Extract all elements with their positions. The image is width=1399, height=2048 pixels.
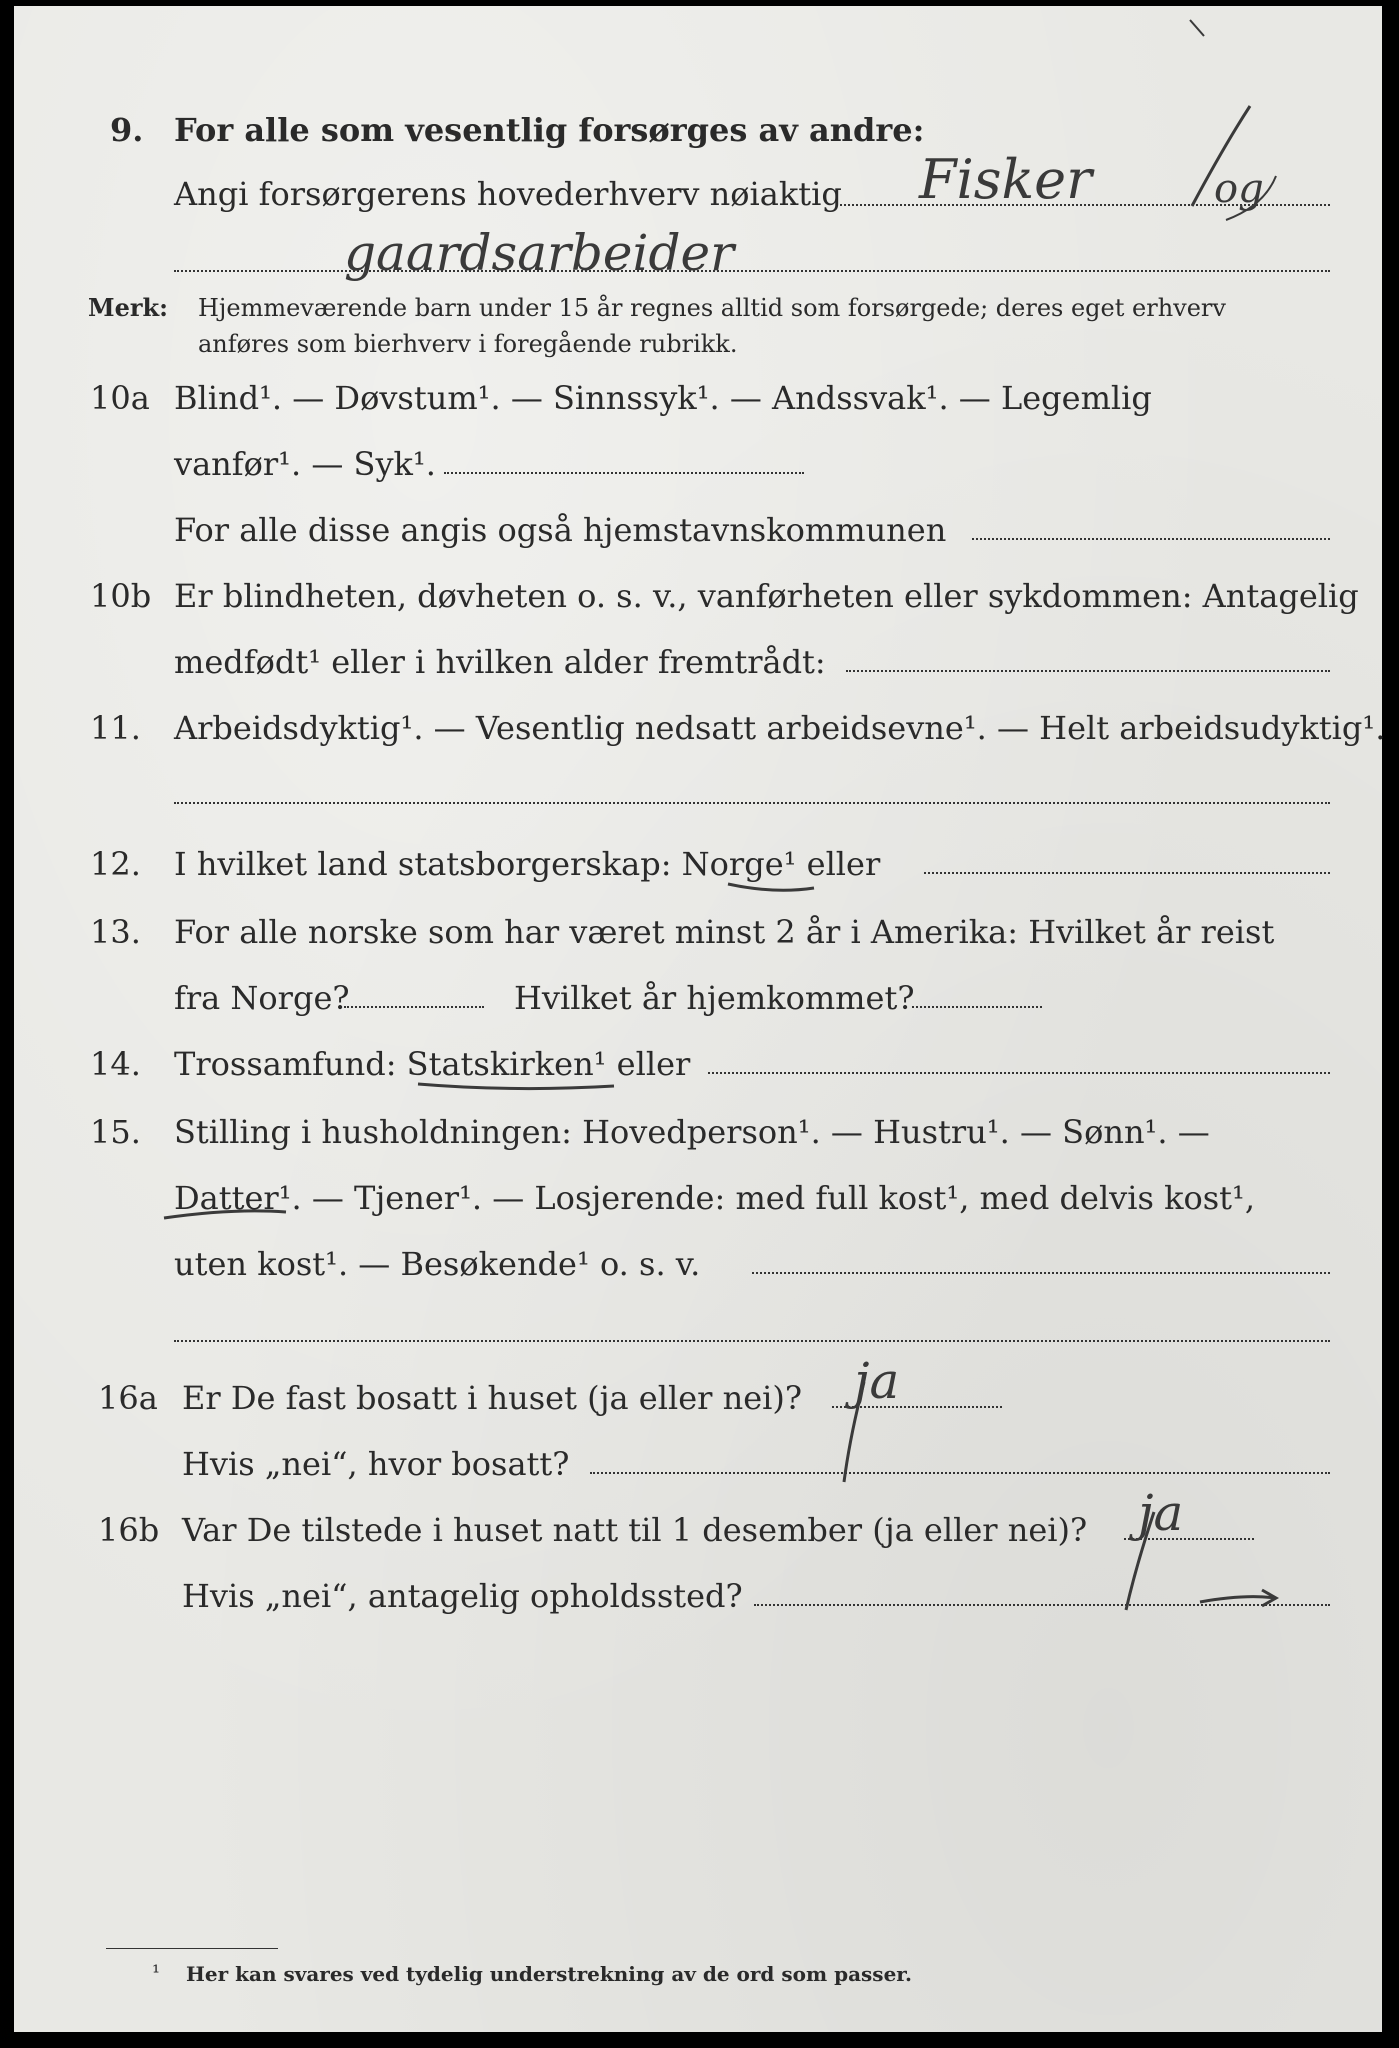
- q9-handwritten-answer-1: Fisker: [919, 148, 1092, 211]
- q16a-answer-stroke: [844, 1382, 864, 1482]
- q9-title: For alle som vesentlig forsørges av andre:: [174, 111, 925, 149]
- q12-line-1: I hvilket land statsborgerskap: Norge¹ eller: [174, 845, 881, 883]
- merk-line-2: anføres som bierhverv i foregående rubrikk.: [198, 330, 738, 358]
- q15-number: 15.: [90, 1113, 141, 1151]
- merk-label: Merk:: [88, 293, 168, 322]
- q15-line-1: Stilling i husholdningen: Hovedperson¹. — Hustru¹. — Sønn¹. —: [174, 1113, 1210, 1151]
- q9-text: Angi forsørgerens hovederhverv nøiaktig: [174, 175, 842, 213]
- q16b-number: 16b: [98, 1511, 160, 1549]
- q13-line-1: For alle norske som har været minst 2 år i Amerika: Hvilket år reist: [174, 913, 1275, 951]
- q9-handwritten-answer-2: gaardsarbeider: [344, 224, 734, 282]
- q10a-line-3: For alle disse angis også hjemstavnskommunen: [174, 511, 947, 549]
- q9-check-mark: [1192, 106, 1250, 206]
- q13-number: 13.: [90, 913, 141, 951]
- q10b-line-2: medfødt¹ eller i hvilken alder fremtrådt:: [174, 643, 826, 681]
- q9-handwritten-answer-1b: og: [1214, 166, 1264, 212]
- q10b-line-1: Er blindheten, døvheten o. s. v., vanførheten eller sykdommen: Antagelig: [174, 577, 1359, 615]
- statskirken-underline: [418, 1084, 614, 1089]
- q13-line-2b: Hvilket år hjemkommet?: [514, 979, 915, 1017]
- footnote-mark: ¹: [152, 1960, 161, 1984]
- q15-line-2: Datter¹. — Tjener¹. — Losjerende: med full kost¹, med delvis kost¹,: [174, 1179, 1256, 1217]
- q11-number: 11.: [90, 709, 141, 747]
- q9-flourish: [1226, 176, 1276, 220]
- q16b-answer-stroke: [1126, 1512, 1154, 1610]
- q16a-line-1: Er De fast bosatt i huset (ja eller nei)?: [182, 1379, 803, 1417]
- q16b-arrow-mark: [1200, 1590, 1276, 1606]
- norge-underline: [728, 884, 814, 890]
- q10b-number: 10b: [90, 577, 152, 615]
- q15-line-3: uten kost¹. — Besøkende¹ o. s. v.: [174, 1245, 701, 1283]
- q10a-number: 10a: [90, 379, 150, 417]
- q10a-line-1: Blind¹. — Døvstum¹. — Sinnssyk¹. — Andssvak¹. — Legemlig: [174, 379, 1152, 417]
- q12-number: 12.: [90, 845, 141, 883]
- q14-number: 14.: [90, 1045, 141, 1083]
- q13-line-2a: fra Norge?: [174, 979, 350, 1017]
- q16b-line-1: Var De tilstede i huset natt til 1 desember (ja eller nei)?: [182, 1511, 1088, 1549]
- corner-tick: [1190, 20, 1204, 36]
- handwritten-marks: [14, 6, 1382, 2032]
- q10a-line-2: vanfør¹. — Syk¹.: [174, 445, 436, 483]
- q16b-line-2: Hvis „nei“, antagelig opholdssted?: [182, 1577, 743, 1615]
- q16a-number: 16a: [98, 1379, 158, 1417]
- q16a-handwritten-answer: ja: [854, 1352, 900, 1410]
- q16a-line-2: Hvis „nei“, hvor bosatt?: [182, 1445, 570, 1483]
- form-sheet: [14, 6, 1386, 2032]
- q9-number: 9.: [110, 111, 144, 149]
- q16b-handwritten-answer: ja: [1138, 1484, 1184, 1542]
- datter-underline: [164, 1211, 286, 1218]
- q14-line-1: Trossamfund: Statskirken¹ eller: [174, 1045, 691, 1083]
- footnote-text: Her kan svares ved tydelig understrekning av de ord som passer.: [186, 1962, 912, 1986]
- q11-line-1: Arbeidsdyktig¹. — Vesentlig nedsatt arbeidsevne¹. — Helt arbeidsudyktig¹.: [174, 709, 1386, 747]
- merk-line-1: Hjemmeværende barn under 15 år regnes alltid som forsørgede; deres eget erhverv: [198, 294, 1226, 322]
